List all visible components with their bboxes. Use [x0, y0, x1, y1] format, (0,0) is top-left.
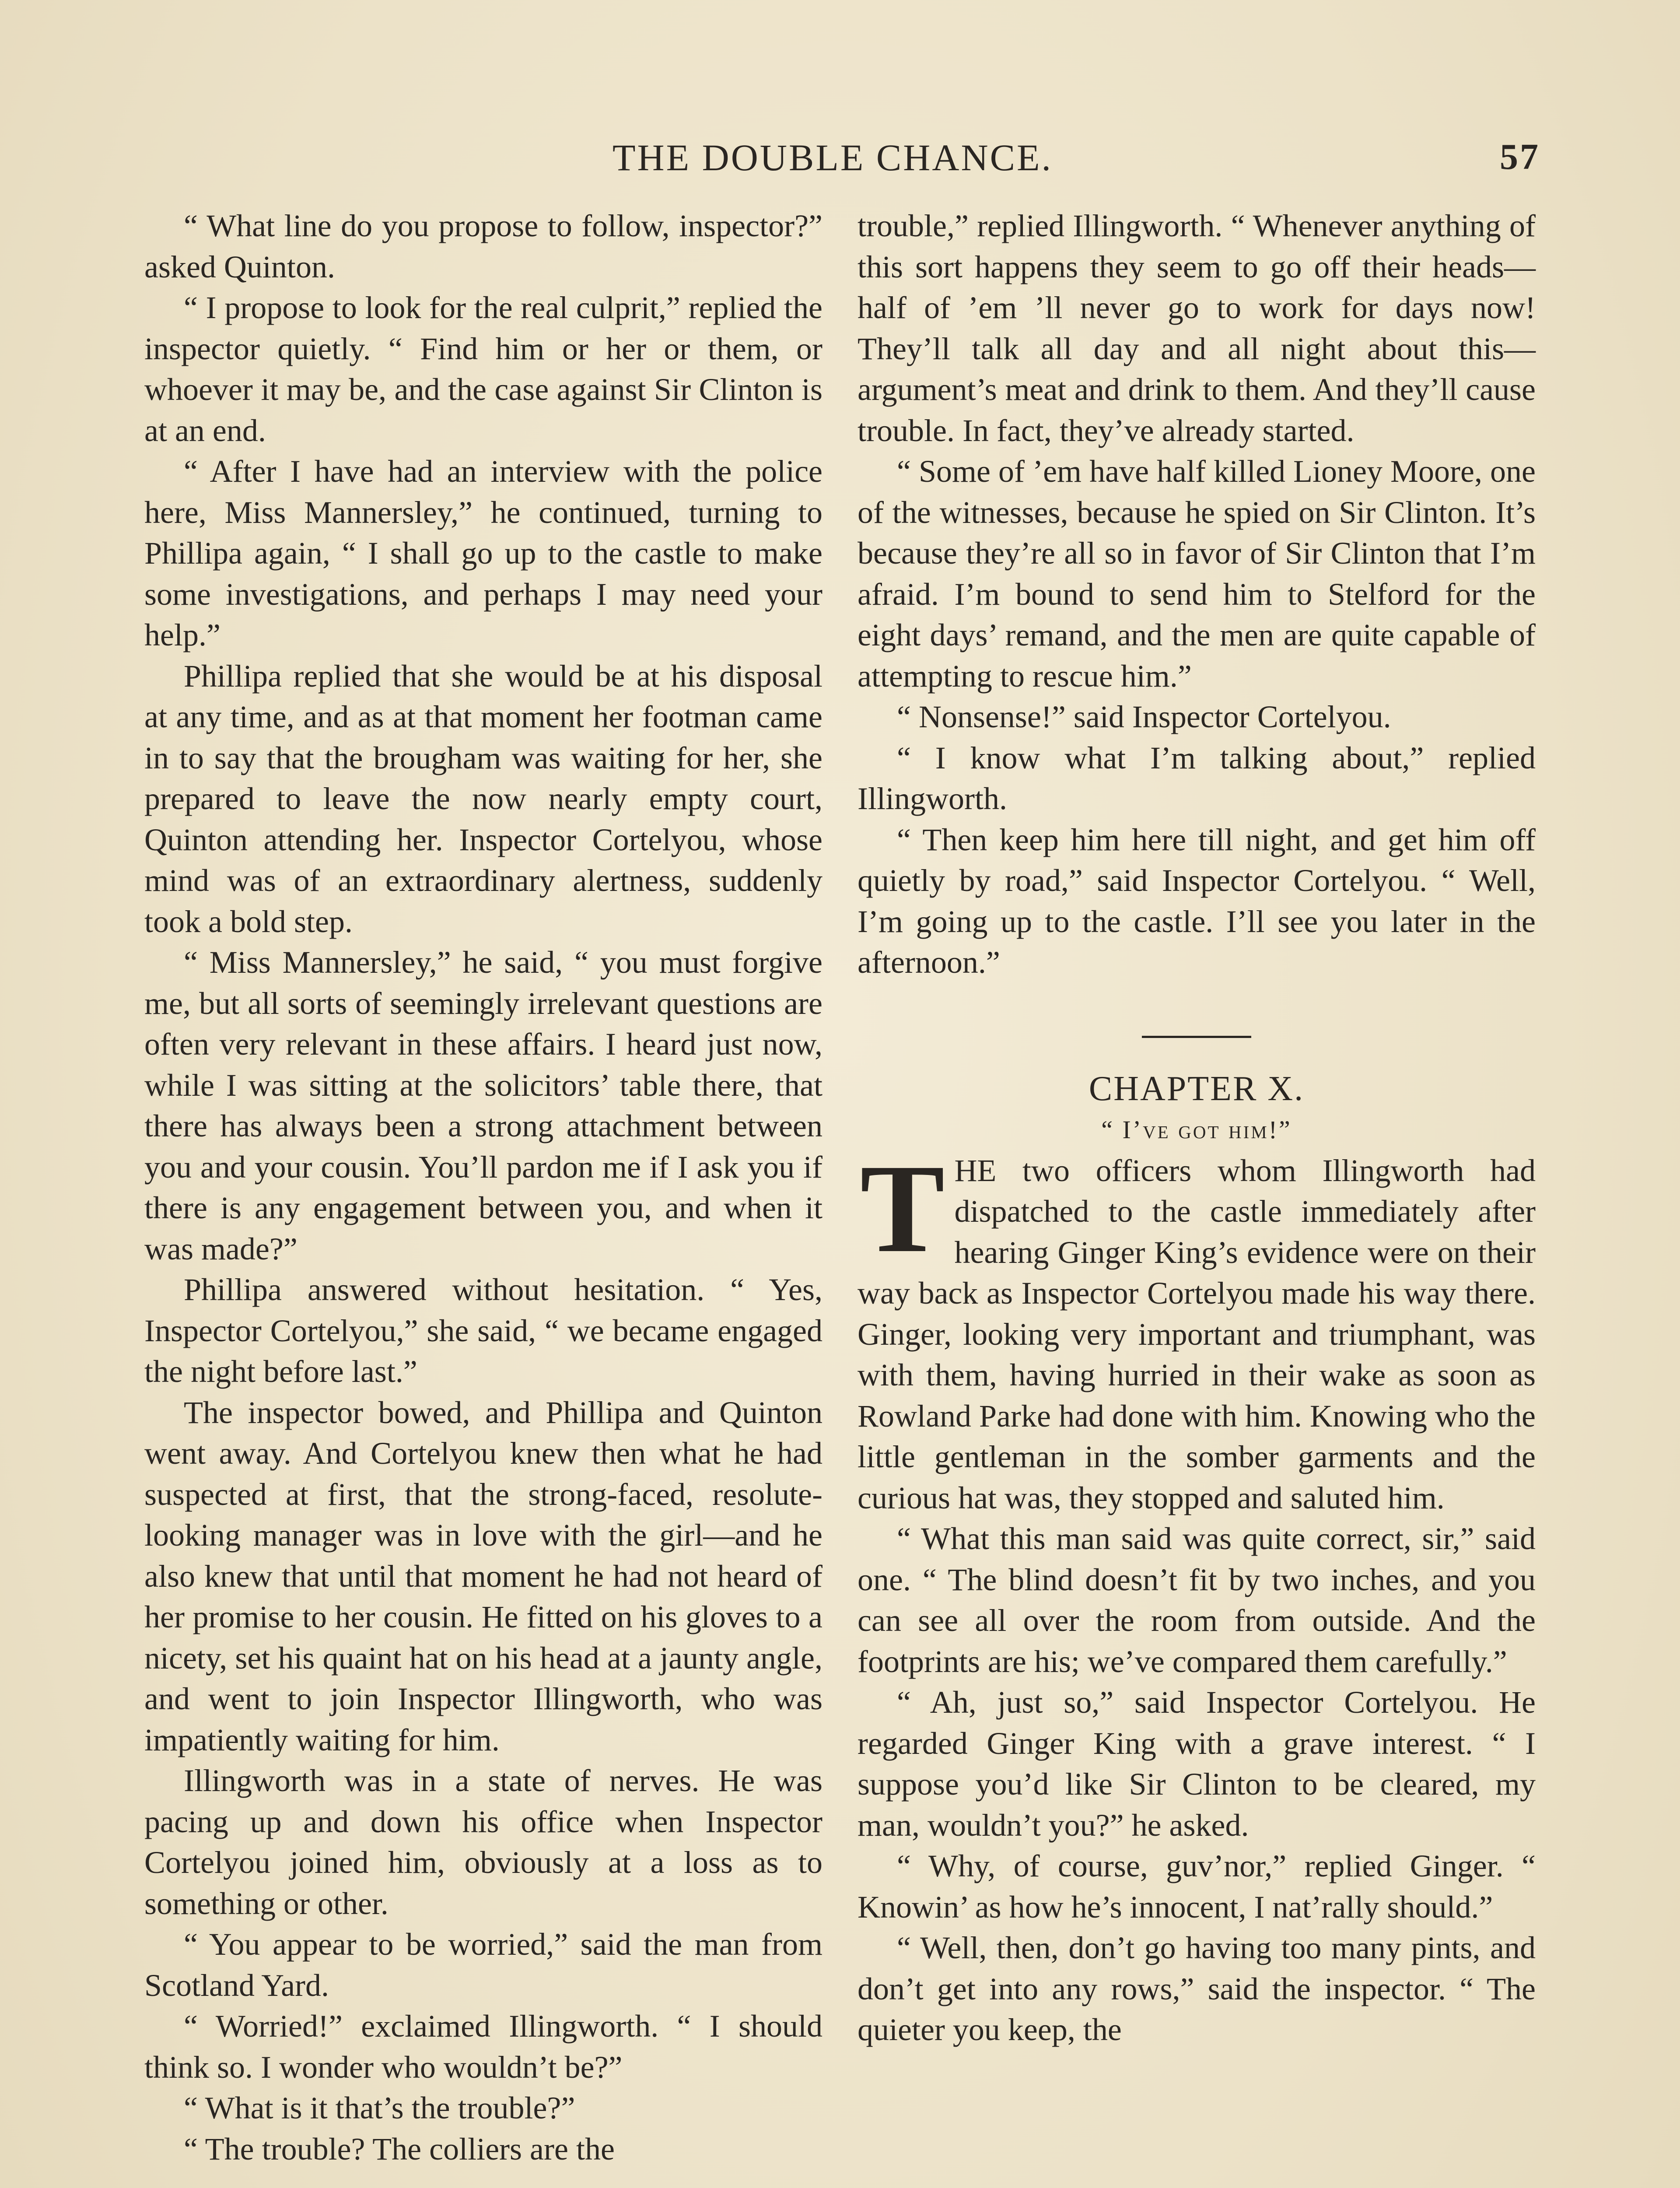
paragraph: “ The trouble? The colliers are the	[184, 2131, 615, 2167]
paragraph: “ What this man said was quite correct, sir,” said one. “ The blind doesn’t fit by two inches, and you can see all over the room from outside. And the footprints are his; we’ve compared them carefully.”	[858, 1521, 1536, 1679]
running-header	[140, 123, 1540, 193]
paragraph: trouble,” replied Illingworth. “ Whenever anything of this sort happens they seem to go off their heads—half of ’em ’ll never go to work for days now! They’ll talk all day and all night about this—argument’s meat and drink to them. And they’ll cause trouble. In fact, they’ve already started.	[858, 208, 1536, 448]
paragraph: “ Miss Mannersley,” he said, “ you must forgive me, but all sorts of seemingly irrelevant questions are often very relevant in these affairs. I heard just now, while I was sitting at the solicitors’ table there, that there has always been a strong attachment between you and your cousin. You’ll pardon me if I ask you if there is any engagement between you, and when it was made?”	[144, 945, 822, 1266]
chapter-opening-text: HE two officers whom Illingworth had dispatched to the castle immediately after hearing Ginger King’s evidence were on their way back as Inspector Cortelyou made his way there. Ginger, looking very important and triumphant, was with them, having hurried in their wake as soon as Rowland Parke had done with him. Knowing who the little gentleman in the somber garments and the curious hat was, they stopped and saluted him.	[858, 1153, 1536, 1515]
chapter-heading: CHAPTER X.	[1088, 1069, 1305, 1108]
chapter-subtitle: “ I’ve got him!”	[1101, 1115, 1292, 1144]
paragraph: The inspector bowed, and Phillipa and Quinton went away. And Cortelyou knew then what he had suspected at first, that the strong-faced, resolute-looking manager was in love with the girl—and he also knew that until that moment he had not heard of her promise to her cousin. He fitted on his gloves to a nicety, set his quaint hat on his head at a jaunty angle, and went to join Inspector Illingworth, who was impatiently waiting for him.	[144, 1395, 822, 1757]
paragraph: “ Why, of course, guv’nor,” replied Ginger. “ Knowin’ as how he’s innocent, I nat’rally should.”	[858, 1848, 1536, 1925]
paragraph: “ What line do you propose to follow, inspector?” asked Quinton.	[144, 208, 822, 284]
paragraph: “ I know what I’m talking about,” replied Illingworth.	[858, 740, 1536, 816]
paragraph: “ What is it that’s the trouble?”	[184, 2090, 575, 2125]
paragraph: “ Then keep him here till night, and get him off quietly by road,” said Inspector Cortelyou. “ Well, I’m going up to the castle. I’ll see you later in the afternoon.”	[858, 822, 1536, 980]
page-number: 57	[1500, 137, 1540, 177]
paragraph: “ Some of ’em have half killed Lioney Moore, one of the witnesses, because he spied on Sir Clinton. It’s because they’re all so in favor of Sir Clinton that I’m afraid. I’m bound to send him to Stelford for the eight days’ remand, and the men are quite capable of attempting to rescue him.”	[858, 454, 1536, 694]
chapter-opening-paragraph	[858, 1138, 1536, 1519]
paragraph: “ You appear to be worried,” said the man from Scotland Yard.	[144, 1927, 822, 2003]
paragraph: “ I propose to look for the real culprit,” replied the inspector quietly. “ Find him or her or them, or whoever it may be, and the case against Sir Clinton is at an end.	[144, 290, 822, 448]
left-column	[144, 206, 822, 2170]
paragraph: Phillipa answered without hesitation. “ Yes, Inspector Cortelyou,” she said, “ we became engaged the night before last.”	[144, 1272, 822, 1389]
paragraph: “ Well, then, don’t go having too many pints, and don’t get into any rows,” said the inspector. “ The quieter you keep, the	[858, 1930, 1536, 2047]
paragraph: Phillipa replied that she would be at his disposal at any time, and as at that moment her footman came in to say that the brougham was waiting for her, she prepared to leave the now nearly empty court, Quinton attending her. Inspector Cortelyou, whose mind was of an extraordinary alertness, suddenly took a bold step.	[144, 658, 822, 939]
paragraph: “ Ah, just so,” said Inspector Cortelyou. He regarded Ginger King with a grave interest. “ I suppose you’d like Sir Clinton to be cleared, my man, wouldn’t you?” he asked.	[858, 1685, 1536, 1843]
right-column	[858, 206, 1536, 2051]
running-title: THE DOUBLE CHANCE.	[612, 137, 1053, 179]
section-divider	[1142, 1036, 1251, 1038]
paragraph: “ After I have had an interview with the police here, Miss Mannersley,” he continued, turning to Phillipa again, “ I shall go up to the castle to make some investigations, and perhaps I may need your help.”	[144, 454, 822, 652]
paragraph: “ Worried!” exclaimed Illingworth. “ I should think so. I wonder who wouldn’t be?”	[144, 2009, 822, 2085]
paragraph: Illingworth was in a state of nerves. He was pacing up and down his office when Inspector Cortelyou joined him, obviously at a loss as to something or other.	[144, 1763, 822, 1921]
drop-cap: T	[860, 1138, 945, 1279]
paragraph: “ Nonsense!” said Inspector Cortelyou.	[897, 699, 1391, 734]
